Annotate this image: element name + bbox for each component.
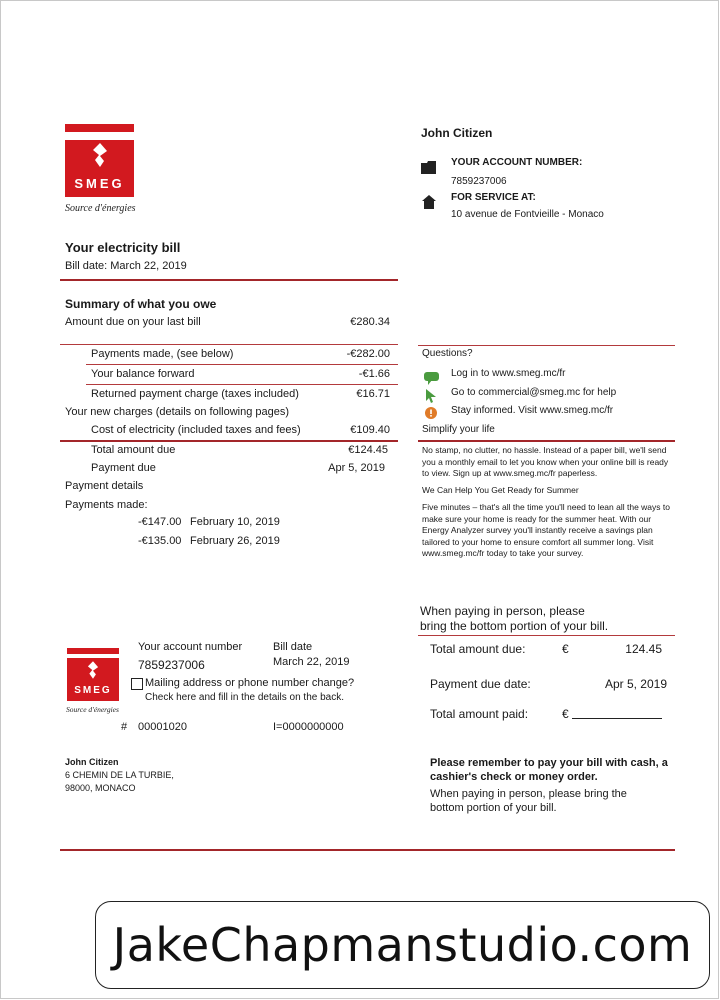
summary-value: Apr 5, 2019 bbox=[328, 462, 385, 474]
divider bbox=[86, 364, 398, 365]
info-icon bbox=[425, 407, 437, 419]
currency-symbol: € bbox=[562, 707, 569, 721]
bill-date: Bill date: March 22, 2019 bbox=[65, 260, 187, 272]
divider bbox=[60, 849, 675, 851]
summary-label: Your balance forward bbox=[91, 368, 195, 380]
logo-tagline: Source d'énergies bbox=[66, 705, 119, 714]
logo-flame-icon bbox=[89, 142, 111, 168]
summary-value: €16.71 bbox=[356, 388, 390, 400]
total-due-value: 124.45 bbox=[625, 642, 662, 656]
summary-row bbox=[65, 316, 201, 328]
bill-title: Your electricity bill bbox=[65, 240, 181, 255]
summer-heading: We Can Help You Get Ready for Summer bbox=[422, 485, 579, 495]
summary-label: Returned payment charge (taxes included) bbox=[91, 388, 299, 400]
payment-details-label: Payment details bbox=[65, 480, 144, 492]
divider bbox=[60, 440, 398, 442]
questions-title: Questions? bbox=[422, 348, 473, 359]
amount-paid-field[interactable] bbox=[572, 705, 662, 719]
stub-account-label: Your account number bbox=[138, 641, 243, 653]
payment-amount: -€147.00 bbox=[138, 516, 182, 528]
logo-text: SMEG bbox=[74, 685, 112, 696]
currency-symbol: € bbox=[562, 642, 569, 656]
customer-name: John Citizen bbox=[421, 126, 493, 140]
address-change-hint: Check here and fill in the details on the back. bbox=[145, 692, 345, 703]
due-date-label: Payment due date: bbox=[430, 677, 531, 691]
stub-code: 00001020 bbox=[138, 721, 187, 733]
payment-date: February 26, 2019 bbox=[190, 535, 280, 547]
summary-label: Cost of electricity (included taxes and fees) bbox=[91, 424, 301, 436]
questions-item[interactable]: Go to commercial@smeg.mc for help bbox=[451, 387, 617, 398]
divider bbox=[86, 384, 398, 385]
service-label: FOR SERVICE AT: bbox=[451, 192, 536, 203]
divider bbox=[418, 635, 675, 636]
watermark: JakeChapmanstudio.com bbox=[95, 901, 710, 989]
stub-code: I=0000000000 bbox=[273, 721, 344, 733]
account-number-value: 7859237006 bbox=[451, 176, 507, 187]
summary-label: Total amount due bbox=[91, 444, 176, 456]
account-number-label: YOUR ACCOUNT NUMBER: bbox=[451, 157, 583, 168]
summary-value: €280.34 bbox=[350, 316, 390, 328]
due-date-value: Apr 5, 2019 bbox=[604, 677, 667, 691]
paperless-paragraph: No stamp, no clutter, no hassle. Instead of a paper bill, we'll send you a monthly email to let you know when your online bill is ready to view. Sign up at www.smeg.mc/fr paperless. bbox=[422, 445, 669, 478]
amount-paid-label: Total amount paid: bbox=[430, 707, 529, 721]
folder-icon bbox=[421, 161, 437, 174]
logo-tagline: Source d'énergies bbox=[65, 203, 136, 214]
summary-value: €124.45 bbox=[348, 444, 388, 456]
mailing-address-line: 6 CHEMIN DE LA TURBIE, bbox=[65, 770, 174, 780]
hash-symbol: # bbox=[121, 721, 128, 733]
summary-label: Amount due on your last bill bbox=[65, 316, 201, 328]
logo-text: SMEG bbox=[74, 176, 125, 191]
stub-bill-date: March 22, 2019 bbox=[273, 656, 350, 668]
house-icon bbox=[422, 195, 436, 209]
divider bbox=[60, 344, 398, 345]
logo-flame-icon bbox=[85, 660, 101, 680]
payment-amount: -€135.00 bbox=[138, 535, 182, 547]
mailing-address-line: 98000, MONACO bbox=[65, 783, 136, 793]
address-change-label: Mailing address or phone number change? bbox=[145, 677, 355, 689]
simplify-heading: Simplify your life bbox=[422, 424, 495, 435]
service-address: 10 avenue de Fontvieille - Monaco bbox=[451, 209, 604, 220]
divider bbox=[418, 345, 675, 346]
stub-account-number: 7859237006 bbox=[138, 658, 205, 672]
payments-made-label: Payments made: bbox=[65, 499, 148, 511]
summary-title: Summary of what you owe bbox=[65, 297, 217, 311]
summary-label: Your new charges (details on following pages) bbox=[65, 406, 290, 418]
mailing-name: John Citizen bbox=[65, 757, 119, 767]
payment-date: February 10, 2019 bbox=[190, 516, 280, 528]
summary-label: Payments made, (see below) bbox=[91, 348, 234, 360]
payment-reminder: Please remember to pay your bill with cash, a cashier's check or money order. bbox=[430, 757, 668, 783]
questions-item[interactable]: Log in to www.smeg.mc/fr bbox=[451, 368, 566, 379]
summer-paragraph: Five minutes – that's all the time you'll need to lean all the ways to make sure your home is ready for the summer heat. With our Energy Analyzer survey you'll instantly receive a savings plan tailored to your home to ensure comfort all summer long. Visit www.smeg.mc/fr today to take your survey. bbox=[422, 502, 670, 558]
divider bbox=[418, 440, 675, 442]
total-due-label: Total amount due: bbox=[430, 642, 526, 656]
in-person-note: When paying in person, please bbox=[420, 604, 585, 618]
summary-label: Payment due bbox=[91, 462, 156, 474]
summary-value: -€282.00 bbox=[346, 348, 390, 360]
summary-value: -€1.66 bbox=[358, 368, 390, 380]
stub-bill-date-label: Bill date bbox=[273, 641, 313, 653]
cursor-icon bbox=[425, 389, 437, 403]
summary-value: €109.40 bbox=[350, 424, 390, 436]
address-change-checkbox[interactable] bbox=[131, 678, 143, 690]
questions-item[interactable]: Stay informed. Visit www.smeg.mc/fr bbox=[451, 405, 614, 416]
divider bbox=[60, 279, 398, 281]
payment-reminder-note: When paying in person, please bring the bottom portion of your bill. bbox=[430, 788, 627, 814]
in-person-note: bring the bottom portion of your bill. bbox=[420, 619, 609, 633]
chat-icon bbox=[424, 372, 439, 385]
